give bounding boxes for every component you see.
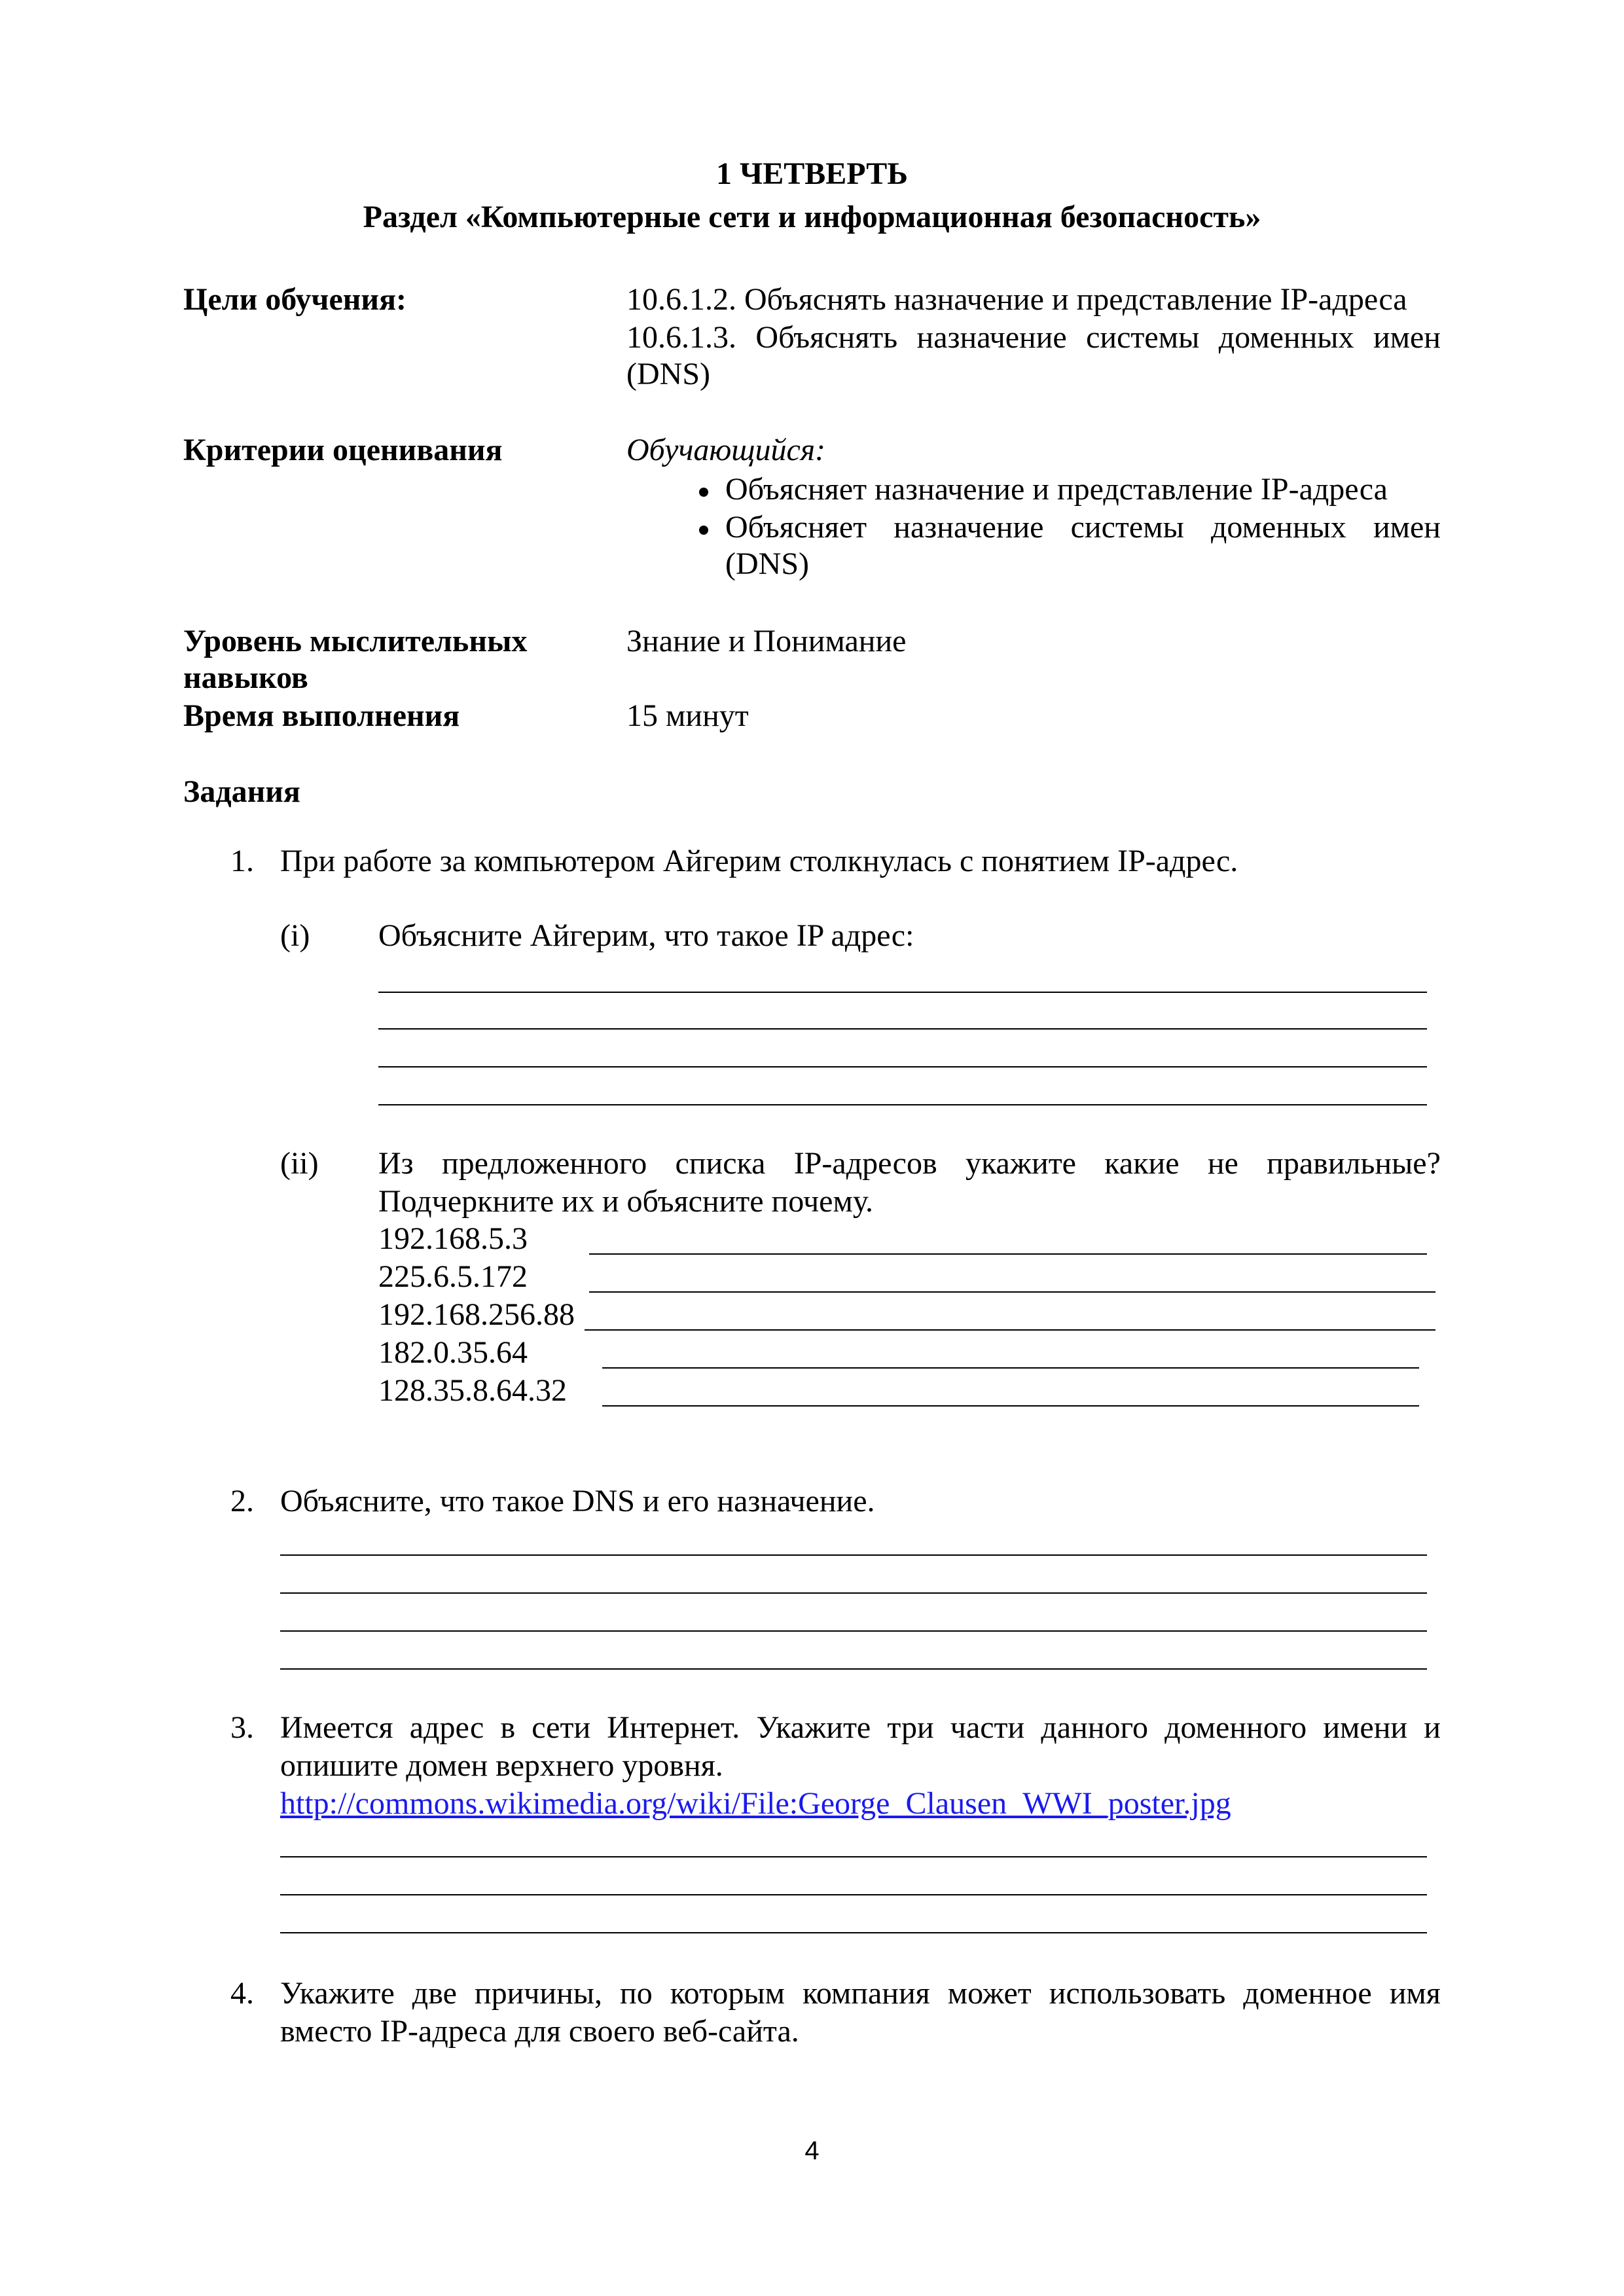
word: имен	[1373, 510, 1441, 545]
word: не	[1207, 1146, 1238, 1181]
task-4-number: 4.	[230, 1976, 254, 2011]
word: и	[1424, 1710, 1441, 1745]
criteria-item-1: Объясняет назначение и представление IP-адреса	[725, 472, 1388, 507]
goals-line-3: (DNS)	[626, 357, 710, 391]
task-4-text	[280, 1977, 1441, 2011]
word: адрес	[409, 1710, 484, 1745]
word: правильные?	[1267, 1146, 1441, 1181]
word: по	[620, 1976, 653, 2011]
ip-address-2: 225.6.5.172	[378, 1259, 528, 1294]
task-1-ii-number: (ii)	[280, 1146, 319, 1181]
answer-line[interactable]	[280, 1932, 1427, 1933]
word: имени	[1323, 1710, 1408, 1745]
level-label-1: Уровень мыслительных	[183, 624, 528, 658]
answer-line[interactable]	[378, 1066, 1427, 1067]
quarter-title: 1 ЧЕТВЕРТЬ	[716, 156, 908, 191]
task-3-number: 3.	[230, 1710, 254, 1745]
task-1-ii-line-2: Подчеркните их и объясните почему.	[378, 1184, 874, 1219]
wikimedia-link[interactable]: http://commons.wikimedia.org/wiki/File:George_Clausen_WWI_poster.jpg	[280, 1786, 1231, 1821]
answer-line[interactable]	[585, 1329, 1435, 1331]
answer-line[interactable]	[280, 1630, 1427, 1632]
word: Укажите	[280, 1976, 395, 2011]
word: Из	[378, 1146, 414, 1181]
task-2-text: Объясните, что такое DNS и его назначение.	[280, 1484, 875, 1518]
task-1-i-number: (i)	[280, 918, 310, 953]
level-value: Знание и Понимание	[626, 624, 907, 658]
word: доменных	[1218, 320, 1354, 355]
word: причины,	[474, 1976, 603, 2011]
time-label: Время выполнения	[183, 698, 460, 733]
ip-address-1: 192.168.5.3	[378, 1221, 528, 1256]
word: системы	[1086, 320, 1200, 355]
word: Интернет.	[607, 1710, 740, 1745]
answer-line[interactable]	[280, 1856, 1427, 1857]
task-3-text	[280, 1711, 1441, 1746]
goals-line-1: 10.6.1.2. Объяснять назначение и представление IP-адреса	[626, 282, 1407, 317]
answer-line[interactable]	[280, 1554, 1427, 1556]
answer-line[interactable]	[589, 1291, 1435, 1293]
word: имен	[1373, 320, 1441, 355]
word: назначение	[893, 510, 1044, 545]
answer-line[interactable]	[378, 1104, 1427, 1105]
word: Укажите	[756, 1710, 871, 1745]
word: Объяснять	[755, 320, 898, 355]
criteria-label: Критерии оценивания	[183, 433, 503, 467]
word: доменного	[1164, 1710, 1307, 1745]
word: доменных	[1210, 510, 1346, 545]
answer-line[interactable]	[280, 1894, 1427, 1895]
task-2-number: 2.	[230, 1484, 254, 1518]
answer-line[interactable]	[378, 992, 1427, 993]
task-1-ii-text	[378, 1147, 1441, 1181]
criteria-item-2-cont: (DNS)	[725, 547, 809, 581]
word: две	[412, 1976, 457, 2011]
word: доменное	[1243, 1976, 1372, 2011]
word: данного	[1041, 1710, 1148, 1745]
bullet-icon	[699, 488, 708, 497]
ip-address-3: 192.168.256.88	[378, 1297, 575, 1332]
word: системы	[1070, 510, 1184, 545]
page-number: 4	[804, 2136, 820, 2165]
answer-line[interactable]	[280, 1668, 1427, 1670]
word: Объясняет	[725, 510, 867, 545]
word: которым	[670, 1976, 785, 2011]
word: может	[947, 1976, 1032, 2011]
word: сети	[532, 1710, 591, 1745]
goals-label: Цели обучения:	[183, 282, 407, 317]
section-title: Раздел «Компьютерные сети и информационная безопасность»	[363, 200, 1261, 234]
ip-address-4: 182.0.35.64	[378, 1335, 528, 1370]
answer-line[interactable]	[280, 1592, 1427, 1594]
word: 10.6.1.3.	[626, 320, 736, 355]
word: компания	[802, 1976, 930, 2011]
task-1-text: При работе за компьютером Айгерим столкнулась с понятием IP-адрес.	[280, 844, 1238, 878]
word: части	[950, 1710, 1025, 1745]
word: имя	[1389, 1976, 1441, 2011]
word: IP-адресов	[793, 1146, 937, 1181]
task-1-i-text: Объясните Айгерим, что такое IP адрес:	[378, 918, 914, 953]
word: в	[500, 1710, 516, 1745]
time-value: 15 минут	[626, 698, 749, 733]
word: три	[887, 1710, 934, 1745]
answer-line[interactable]	[378, 1028, 1427, 1030]
word: назначение	[916, 320, 1067, 355]
tasks-heading: Задания	[183, 774, 300, 809]
task-3-line-2: опишите домен верхнего уровня.	[280, 1748, 723, 1783]
word: предложенного	[441, 1146, 647, 1181]
criteria-intro: Обучающийся:	[626, 433, 826, 467]
criteria-item-2	[725, 511, 1441, 545]
word: какие	[1104, 1146, 1180, 1181]
ip-address-5: 128.35.8.64.32	[378, 1373, 567, 1408]
word: списка	[675, 1146, 766, 1181]
level-label-2: навыков	[183, 660, 308, 695]
goals-line-2	[626, 321, 1441, 355]
answer-line[interactable]	[589, 1253, 1427, 1255]
answer-line[interactable]	[602, 1367, 1419, 1369]
word: укажите	[965, 1146, 1076, 1181]
bullet-icon	[699, 526, 708, 535]
task-4-line-2: вместо IP-адреса для своего веб-сайта.	[280, 2014, 799, 2049]
word: Имеется	[280, 1710, 393, 1745]
task-1-number: 1.	[230, 844, 254, 878]
word: использовать	[1049, 1976, 1226, 2011]
answer-line[interactable]	[602, 1405, 1419, 1407]
